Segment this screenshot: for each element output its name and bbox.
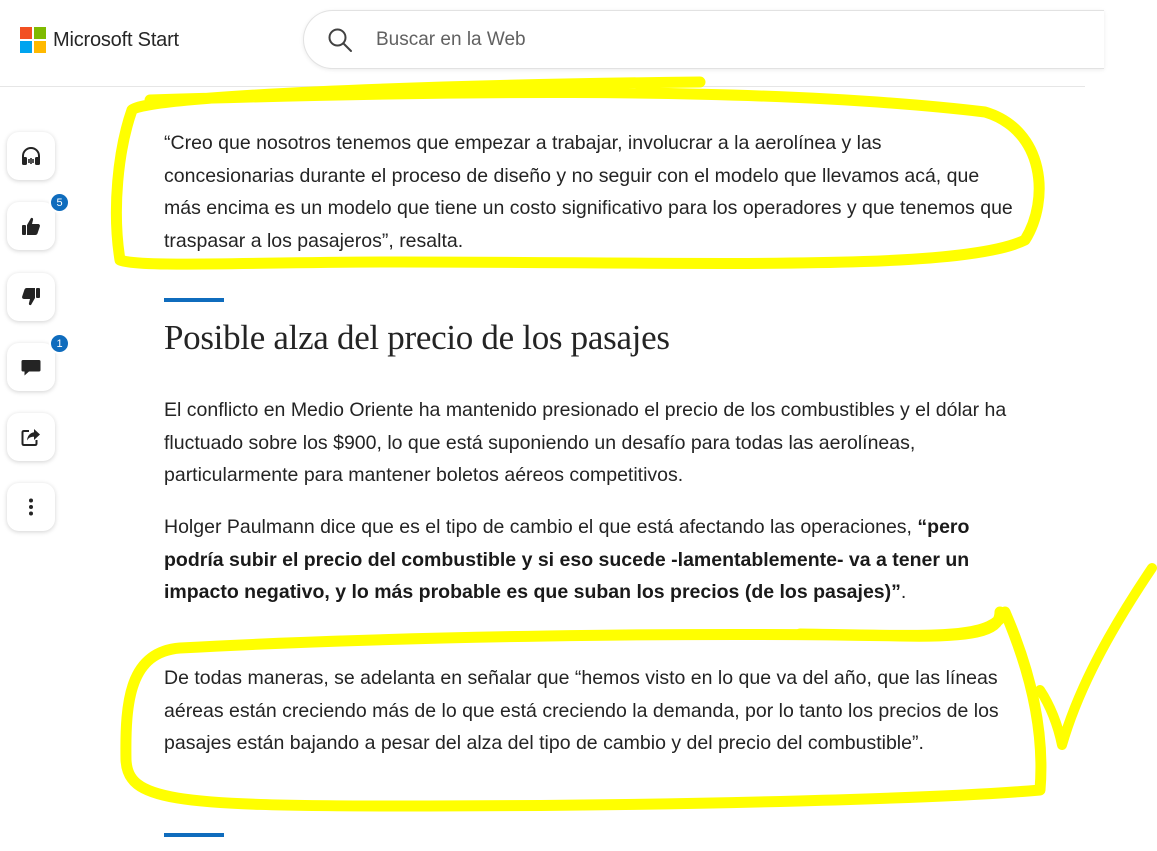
search-input[interactable]: [374, 28, 978, 52]
paragraph-paulmann-lead: Holger Paulmann dice que es el tipo de cambio el que está afectando las operaciones,: [164, 516, 918, 538]
paragraph-demand: De todas maneras, se adelanta en señalar que “hemos visto en lo que va del año, que las líneas aéreas están creciendo más de lo que está creciendo la demanda, por lo tanto los precios de los pasajes están bajando a pesar del alza del tipo de cambio y del precio del combustible”.: [164, 667, 999, 754]
dislike-button[interactable]: [7, 273, 55, 321]
comment-count-badge: 1: [49, 333, 70, 354]
highlight-checkmark: [1040, 568, 1152, 745]
comment-button[interactable]: [7, 337, 63, 391]
microsoft-start-logo[interactable]: [20, 27, 179, 53]
comment-icon: [20, 356, 42, 378]
more-vertical-icon: [20, 496, 42, 518]
like-button[interactable]: [7, 196, 63, 250]
share-icon: [20, 426, 42, 448]
search-icon[interactable]: [326, 26, 354, 54]
like-count-badge: 5: [49, 192, 70, 213]
section-accent-bar: [164, 298, 224, 302]
section-accent-bar-2: [164, 833, 224, 837]
quote-paragraph: “Creo que nosotros tenemos que empezar a trabajar, involucrar a la aerolínea y las concesionarias durante el proceso de diseño y no seguir con el modelo que llevamos acá, que más encima es un modelo que tiene un costo significativo para los operadores y que tenemos que traspasar a los pasajeros”, resalta.: [164, 132, 1013, 252]
thumbs-up-icon: [20, 215, 42, 237]
headphones-icon: [20, 145, 42, 167]
paragraph-conflict: El conflicto en Medio Oriente ha mantenido presionado el precio de los combustibles y el dólar ha fluctuado sobre los $900, lo que está suponiendo un desafío para todas las aerolíneas, particularmente para mantener boletos aéreos competitivos.: [164, 399, 1007, 486]
brand-name: Microsoft Start: [53, 28, 179, 51]
paragraph-paulmann-end: .: [900, 581, 907, 603]
paragraph-paulmann-quote: “pero podría subir el precio del combustible y si eso sucede -lamentablemente- va a tener un impacto negativo, y lo más probable es que suban los precios (de los pasajes)”: [164, 516, 970, 603]
more-options-button[interactable]: [7, 483, 55, 531]
share-button[interactable]: [7, 413, 55, 461]
top-header: [0, 0, 1085, 87]
thumbs-down-icon: [20, 286, 42, 308]
search-box[interactable]: [303, 10, 1104, 69]
listen-button[interactable]: [7, 132, 55, 180]
section-heading: Posible alza del precio de los pasajes: [164, 318, 670, 357]
paragraph-paulmann: [164, 511, 1014, 609]
microsoft-logo-icon: [20, 27, 46, 53]
